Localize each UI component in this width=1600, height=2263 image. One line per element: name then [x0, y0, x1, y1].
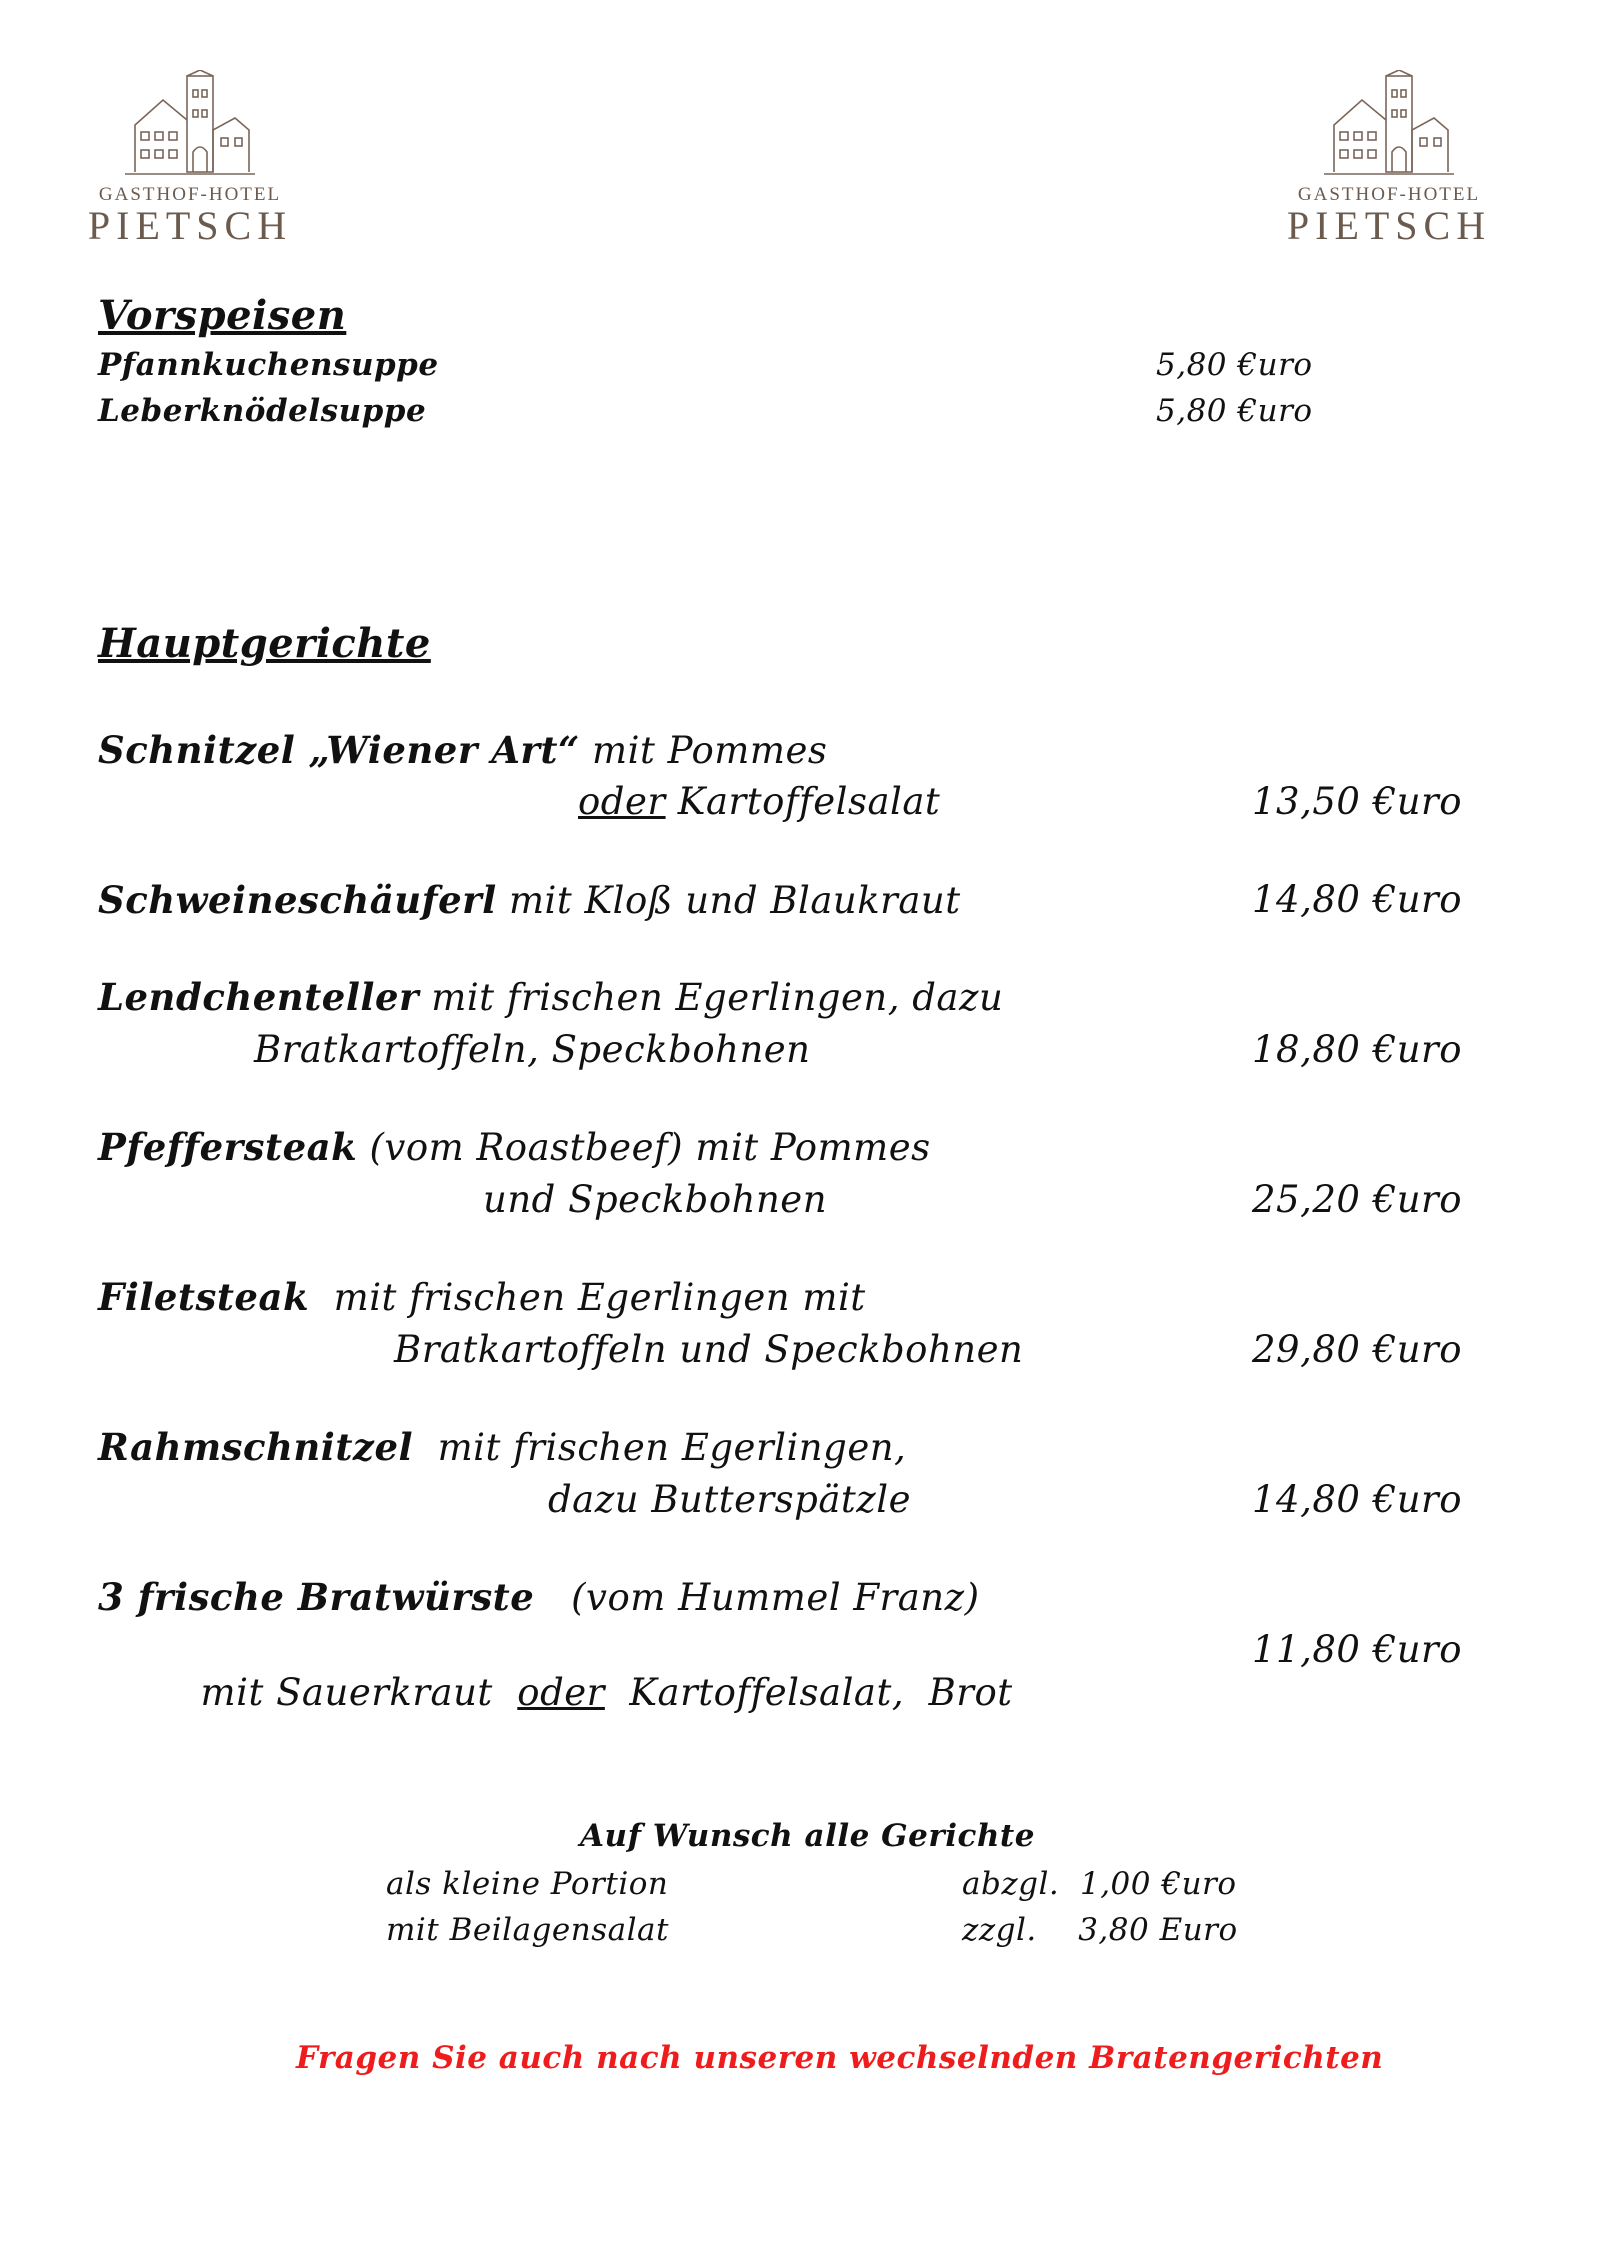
dish-name: Filetsteak — [98, 1275, 310, 1319]
dish-description: Kartoffelsalat — [665, 780, 941, 823]
dish-line — [176, 1628, 1013, 1714]
dish-line — [98, 728, 827, 772]
logo-title: PIETSCH — [1286, 203, 1492, 248]
dish-description-emphasis: oder — [578, 780, 666, 823]
logo-right — [1284, 70, 1494, 250]
dish-name: 3 frische Bratwürste — [98, 1575, 535, 1619]
starter-price-2: 5,80 €uro — [1156, 393, 1313, 429]
dish-line — [98, 1125, 931, 1169]
dish-description: Bratkartoffeln, Speckbohnen — [254, 1028, 811, 1071]
starters-heading: Vorspeisen — [98, 292, 347, 339]
logo-left — [85, 70, 295, 250]
dish-price: 25,20 €uro — [1252, 1178, 1463, 1221]
dish-price: 29,80 €uro — [1252, 1328, 1463, 1371]
dish-description: dazu Butterspätzle — [548, 1478, 911, 1521]
dish-description: mit frischen Egerlingen, — [413, 1426, 907, 1469]
dish-price: 14,80 €uro — [1252, 1478, 1463, 1521]
logo-title: PIETSCH — [87, 203, 293, 248]
dish-line — [98, 975, 1003, 1019]
mains-heading: Hauptgerichte — [98, 620, 431, 667]
dish-price: 18,80 €uro — [1252, 1028, 1463, 1071]
dish-price: 14,80 €uro — [1252, 878, 1463, 921]
dish-line — [98, 1575, 980, 1619]
dish-description: mit Sauerkraut — [200, 1671, 518, 1714]
dish-name: Pfeffersteak — [98, 1125, 358, 1169]
starter-name-1: Pfannkuchensuppe — [98, 347, 439, 383]
starter-name-2: Leberknödelsuppe — [98, 393, 427, 429]
logo-subtitle: GASTHOF-HOTEL — [98, 184, 282, 205]
dish-description: (vom Roastbeef) mit Pommes — [357, 1126, 931, 1169]
dish-description: mit Pommes — [579, 729, 828, 772]
notes-title: Auf Wunsch alle Gerichte — [580, 1818, 1035, 1854]
dish-description: mit Kloß und Blaukraut — [496, 879, 961, 922]
dish-name: Rahmschnitzel — [98, 1425, 414, 1469]
note-value: abzgl. 1,00 €uro — [962, 1866, 1237, 1902]
dish-description: Kartoffelsalat, Brot — [604, 1671, 1013, 1714]
dish-name: Lendchenteller — [98, 975, 419, 1019]
logo-subtitle: GASTHOF-HOTEL — [1297, 184, 1481, 205]
dish-price: 13,50 €uro — [1252, 780, 1463, 823]
dish-line — [98, 1425, 906, 1469]
note-label: als kleine Portion — [386, 1866, 669, 1902]
dish-name: Schnitzel „Wiener Art“ — [98, 728, 580, 772]
footer-note: Fragen Sie auch nach unseren wechselnden Bratengerichten — [296, 2040, 1384, 2076]
town-gate-icon — [125, 70, 255, 180]
dish-description: Bratkartoffeln und Speckbohnen — [394, 1328, 1024, 1371]
dish-line — [98, 1275, 866, 1319]
dish-line — [98, 878, 961, 922]
dish-description: mit frischen Egerlingen, dazu — [418, 976, 1004, 1019]
dish-price: 11,80 €uro — [1252, 1628, 1463, 1671]
dish-description: und Speckbohnen — [483, 1178, 828, 1221]
dish-description: (vom Hummel Franz) — [534, 1576, 980, 1619]
dish-name: Schweineschäuferl — [98, 878, 497, 922]
town-gate-icon — [1324, 70, 1454, 180]
dish-description: mit frischen Egerlingen mit — [309, 1276, 866, 1319]
note-value: zzgl. 3,80 Euro — [962, 1912, 1238, 1948]
dish-line — [578, 780, 940, 823]
starter-price-1: 5,80 €uro — [1156, 347, 1313, 383]
dish-description-emphasis: oder — [517, 1671, 605, 1714]
note-label: mit Beilagensalat — [386, 1912, 669, 1948]
